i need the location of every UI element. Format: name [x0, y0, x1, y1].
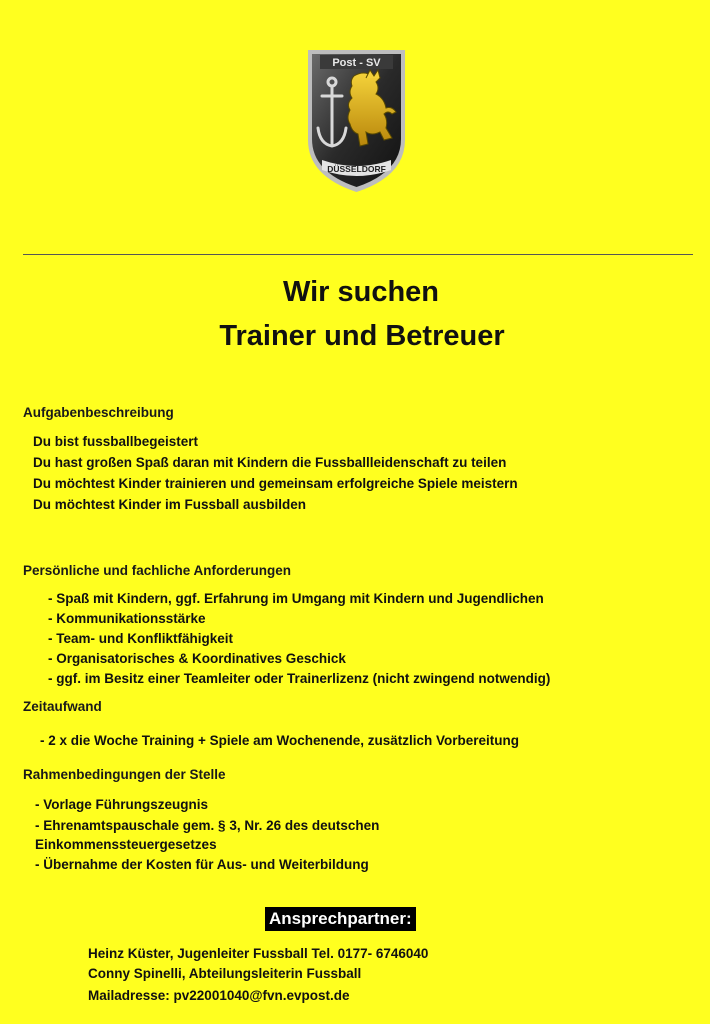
contact-email[interactable]: Mailadresse: pv22001040@fvn.evpost.de — [88, 988, 350, 1003]
condition-item: - Ehrenamtspauschale gem. § 3, Nr. 26 des deutschen — [35, 818, 380, 833]
requirement-item: - Organisatorisches & Koordinatives Geschick — [48, 651, 346, 666]
headline-line-2: Trainer und Betreuer — [219, 320, 505, 352]
section-title-tasks: Aufgabenbeschreibung — [23, 405, 174, 420]
logo-top-text: Post - SV — [332, 57, 381, 69]
task-item: Du hast großen Spaß daran mit Kindern die Fussballleidenschaft zu teilen — [33, 455, 507, 470]
condition-item: - Übernahme der Kosten für Aus- und Weiterbildung — [35, 857, 369, 872]
task-item: Du bist fussballbegeistert — [33, 434, 199, 449]
requirement-item: - ggf. im Besitz einer Teamleiter oder Trainerlizenz (nicht zwingend notwendig) — [48, 671, 551, 686]
task-item: Du möchtest Kinder im Fussball ausbilden — [33, 497, 307, 512]
logo-bottom-text: DÜSSELDORF — [327, 164, 386, 174]
contact-line: Conny Spinelli, Abteilungsleiterin Fussball — [88, 966, 362, 981]
contact-line: Heinz Küster, Jugenleiter Fussball Tel. 0177- 6746040 — [88, 946, 429, 961]
headline-line-1: Wir suchen — [282, 276, 440, 308]
divider-line — [23, 254, 693, 255]
section-title-conditions: Rahmenbedingungen der Stelle — [23, 767, 226, 782]
requirement-item: - Kommunikationsstärke — [48, 611, 206, 626]
club-logo — [306, 48, 407, 194]
requirement-item: - Team- und Konfliktfähigkeit — [48, 631, 233, 646]
time-item: - 2 x die Woche Training + Spiele am Wochenende, zusätzlich Vorbereitung — [40, 733, 519, 748]
section-title-requirements: Persönliche und fachliche Anforderungen — [23, 563, 292, 578]
task-item: Du möchtest Kinder trainieren und gemeinsam erfolgreiche Spiele meistern — [33, 476, 518, 491]
condition-item: Einkommenssteuergesetzes — [35, 837, 217, 852]
requirement-item: - Spaß mit Kindern, ggf. Erfahrung im Umgang mit Kindern und Jugendlichen — [48, 591, 544, 606]
section-title-time: Zeitaufwand — [23, 699, 102, 714]
contact-title-badge: Ansprechpartner: — [265, 907, 416, 931]
condition-item: - Vorlage Führungszeugnis — [35, 797, 209, 812]
